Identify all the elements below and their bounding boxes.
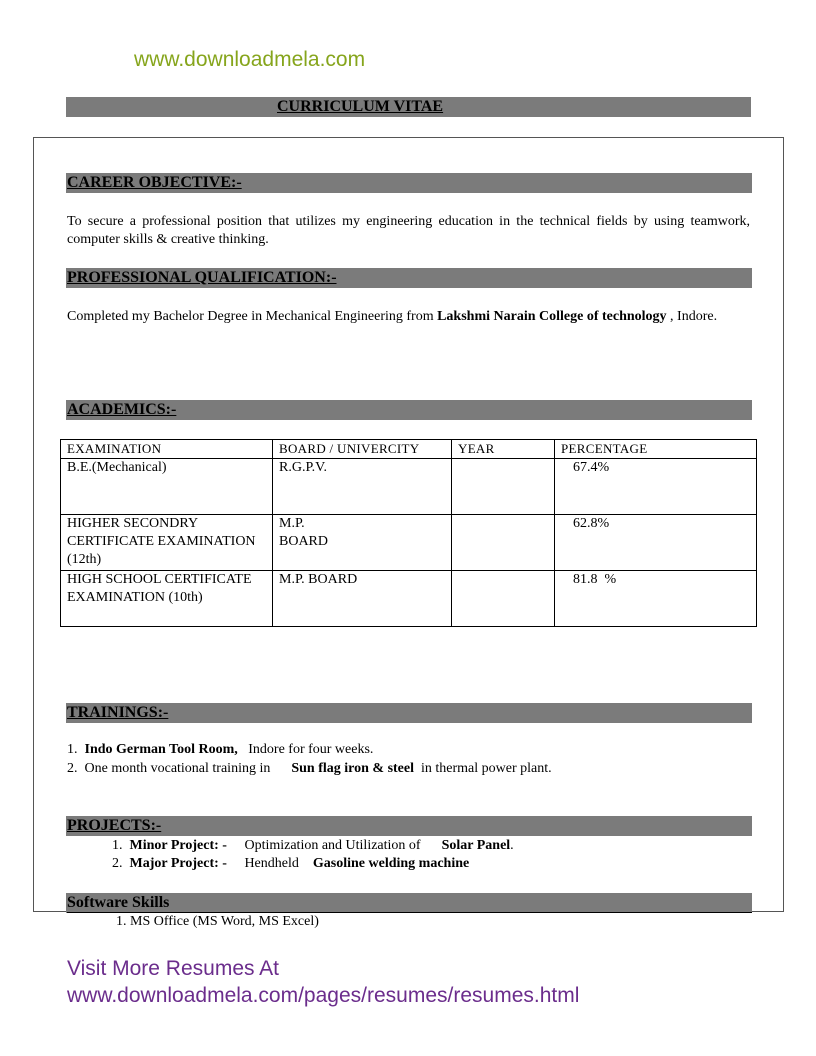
qualification-text-before: Completed my Bachelor Degree in Mechanical Engineering from bbox=[67, 309, 438, 324]
section-trainings bbox=[66, 703, 752, 723]
exam-cell: HIGHER SECONDRY CERTIFICATE EXAMINATION (12th) bbox=[61, 515, 273, 571]
section-career-objective bbox=[66, 173, 752, 193]
footer-promo bbox=[67, 955, 579, 1009]
year-cell bbox=[452, 515, 555, 571]
list-item bbox=[112, 856, 469, 872]
footer-line1: Visit More Resumes At bbox=[67, 957, 280, 980]
section-heading: ACADEMICS:- bbox=[67, 401, 177, 418]
project-name: Solar Panel bbox=[441, 838, 511, 853]
college-name: Lakshmi Narain College of technology bbox=[437, 309, 667, 324]
column-header: EXAMINATION bbox=[61, 440, 273, 459]
percentage-cell: 67.4% bbox=[555, 459, 757, 515]
list-item bbox=[67, 761, 552, 777]
section-professional-qualification bbox=[66, 268, 752, 288]
percentage-cell: 62.8% bbox=[555, 515, 757, 571]
section-heading: PROFESSIONAL QUALIFICATION:- bbox=[67, 269, 337, 286]
item-number: 1. bbox=[116, 914, 127, 929]
column-header: PERCENTAGE bbox=[555, 440, 757, 459]
skill-text: MS Office (MS Word, MS Excel) bbox=[130, 914, 319, 929]
section-heading: PROJECTS:- bbox=[67, 817, 162, 834]
qualification-text bbox=[67, 308, 750, 326]
column-header: YEAR bbox=[452, 440, 555, 459]
training-company: Sun flag iron & steel bbox=[291, 761, 414, 776]
year-cell bbox=[452, 459, 555, 515]
training-detail: in thermal power plant. bbox=[421, 761, 552, 776]
training-institute: Indo German Tool Room, bbox=[84, 742, 238, 757]
item-number: 2. bbox=[67, 761, 78, 776]
section-software-skills bbox=[66, 893, 752, 913]
project-post: . bbox=[510, 838, 514, 853]
list-item bbox=[67, 742, 373, 758]
site-link-top[interactable]: www.downloadmela.com bbox=[134, 48, 366, 71]
board-cell: M.P. BOARD bbox=[273, 515, 452, 571]
table-row bbox=[61, 459, 757, 515]
training-pre: One month vocational training in bbox=[84, 761, 271, 776]
table-row bbox=[61, 515, 757, 571]
item-number: 2. bbox=[112, 856, 123, 871]
section-projects bbox=[66, 816, 752, 836]
cv-title: CURRICULUM VITAE bbox=[277, 98, 444, 115]
list-item bbox=[112, 838, 514, 854]
board-cell: R.G.P.V. bbox=[273, 459, 452, 515]
section-academics bbox=[66, 400, 752, 420]
board-cell: M.P. BOARD bbox=[273, 571, 452, 627]
item-number: 1. bbox=[67, 742, 78, 757]
career-objective-text: To secure a professional position that utilizes my engineering education in the technical fields by using teamwork, computer skills & creative thinking. bbox=[67, 214, 750, 247]
section-heading: Software Skills bbox=[67, 894, 170, 911]
section-heading: CAREER OBJECTIVE:- bbox=[67, 174, 242, 191]
project-pre: Optimization and Utilization of bbox=[244, 838, 421, 853]
project-label: Major Project: - bbox=[129, 856, 227, 871]
software-underline bbox=[67, 912, 752, 913]
year-cell bbox=[452, 571, 555, 627]
qualification-text-after: , Indore. bbox=[666, 309, 718, 324]
section-heading: TRAININGS:- bbox=[67, 704, 169, 721]
table-row bbox=[61, 571, 757, 627]
exam-cell: B.E.(Mechanical) bbox=[61, 459, 273, 515]
item-number: 1. bbox=[112, 838, 123, 853]
table-header-row bbox=[61, 440, 757, 459]
project-pre: Hendheld bbox=[244, 856, 299, 871]
project-name: Gasoline welding machine bbox=[312, 856, 470, 871]
column-header: BOARD / UNIVERCITY bbox=[273, 440, 452, 459]
list-item bbox=[116, 914, 319, 930]
percentage-cell: 81.8 % bbox=[555, 571, 757, 627]
training-detail: Indore for four weeks. bbox=[248, 742, 374, 757]
cv-title-bar bbox=[66, 97, 751, 117]
academics-table bbox=[60, 439, 757, 627]
footer-link[interactable]: www.downloadmela.com/pages/resumes/resumes.html bbox=[67, 984, 580, 1007]
exam-cell: HIGH SCHOOL CERTIFICATE EXAMINATION (10th) bbox=[61, 571, 273, 627]
project-label: Minor Project: - bbox=[129, 838, 227, 853]
